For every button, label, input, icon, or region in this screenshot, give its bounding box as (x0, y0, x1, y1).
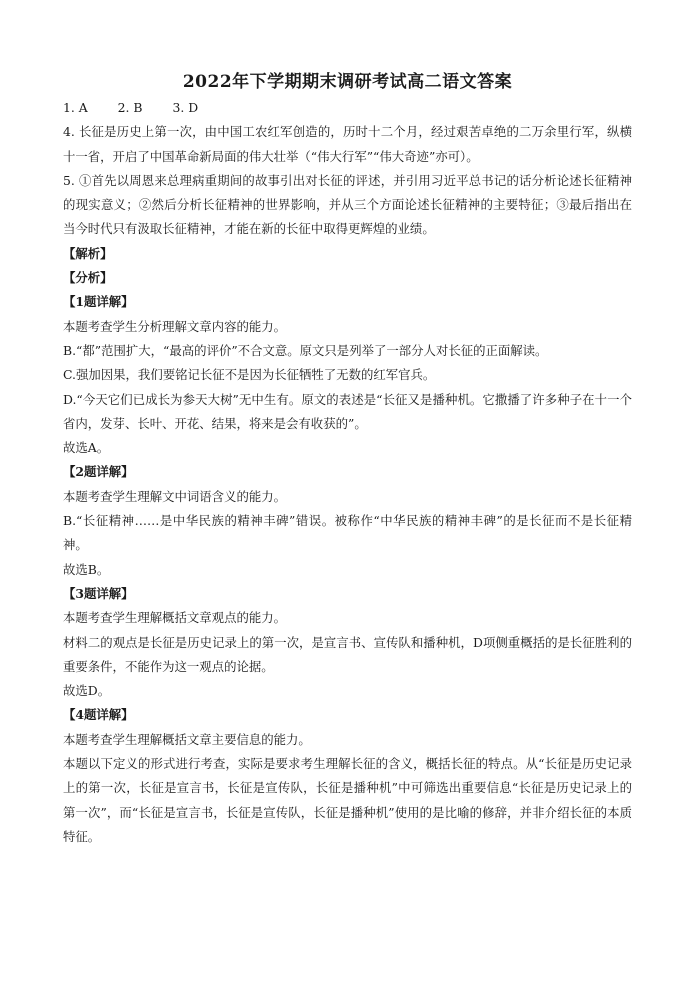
detail-4-heading: 【4题详解】 (63, 707, 134, 723)
answer-4: 4. 长征是历史上第一次，由中国工农红军创造的，历时十二个月，经过艰苦卓绝的二万余里行军，纵横十一省，开启了中国革命新局面的伟大壮举（“伟大行军”“伟大奇迹”亦可）。 (63, 124, 632, 164)
detail-4-line: 本题考查学生理解概括文章主要信息的能力。 (63, 731, 311, 747)
detail-2-line: B.“长征精神……是中华民族的精神丰碑”错误。被称作“中华民族的精神丰碑”的是长征而不是长征精神。 (63, 513, 632, 553)
detail-1-line: 本题考查学生分析理解文章内容的能力。 (63, 318, 287, 334)
detail-3-heading: 【3题详解】 (63, 585, 134, 601)
detail-1-line: D.“今天它们已成长为参天大树”无中生有。原文的表述是“长征又是播种机。它撒播了许多种子在十一个省内，发芽、长叶、开花、结果，将来是会有收获的”。 (63, 391, 632, 431)
answer-2: 2. B (117, 100, 143, 115)
detail-1-line: B.“都”范围扩大，“最高的评价”不合文意。原文只是列举了一部分人对长征的正面解读。 (63, 342, 548, 358)
detail-3-line: 材料二的观点是长征是历史记录上的第一次，是宣言书、宣传队和播种机，D项侧重概括的是长征胜利的重要条件，不能作为这一观点的论据。 (63, 634, 632, 674)
section-jiexi: 【解析】 (63, 245, 113, 261)
detail-1-line: C.强加因果，我们要铭记长征不是因为长征牺牲了无数的红军官兵。 (63, 367, 436, 383)
detail-4-line: 本题以下定义的形式进行考查，实际是要求考生理解长征的含义，概括长征的特点。从“长征是历史记录上的第一次，长征是宣言书，长征是宣传队，长征是播种机”中可筛选出重要信息“长征是历史记录上的第一次”，而“长征是宣言书，长征是宣传队，长征是播种机”使用的是比喻的修辞，并非介绍长征的本质特征。 (63, 756, 632, 844)
section-fenxi: 【分析】 (63, 270, 113, 286)
detail-2-line: 本题考查学生理解文中词语含义的能力。 (63, 488, 287, 504)
answer-3: 3. D (172, 100, 199, 115)
detail-1-heading: 【1题详解】 (63, 294, 134, 310)
detail-1-line: 故选A。 (63, 440, 110, 456)
detail-2-line: 故选B。 (63, 561, 110, 577)
detail-2-heading: 【2题详解】 (63, 464, 134, 480)
answer-1: 1. A (63, 100, 88, 115)
document-title: 2022年下学期期末调研考试高二语文答案 (182, 72, 513, 92)
detail-3-line: 故选D。 (63, 683, 111, 699)
detail-3-line: 本题考查学生理解概括文章观点的能力。 (63, 610, 287, 626)
answer-key (63, 96, 632, 120)
answer-5: 5. ①首先以周恩来总理病重期间的故事引出对长征的评述，并引用习近平总书记的话分析论述长征精神的现实意义；②然后分析长征精神的世界影响，并从三个方面论述长征精神的主要特征；③最后指出在当今时代只有汲取长征精神，才能在新的长征中取得更辉煌的业绩。 (63, 172, 632, 237)
